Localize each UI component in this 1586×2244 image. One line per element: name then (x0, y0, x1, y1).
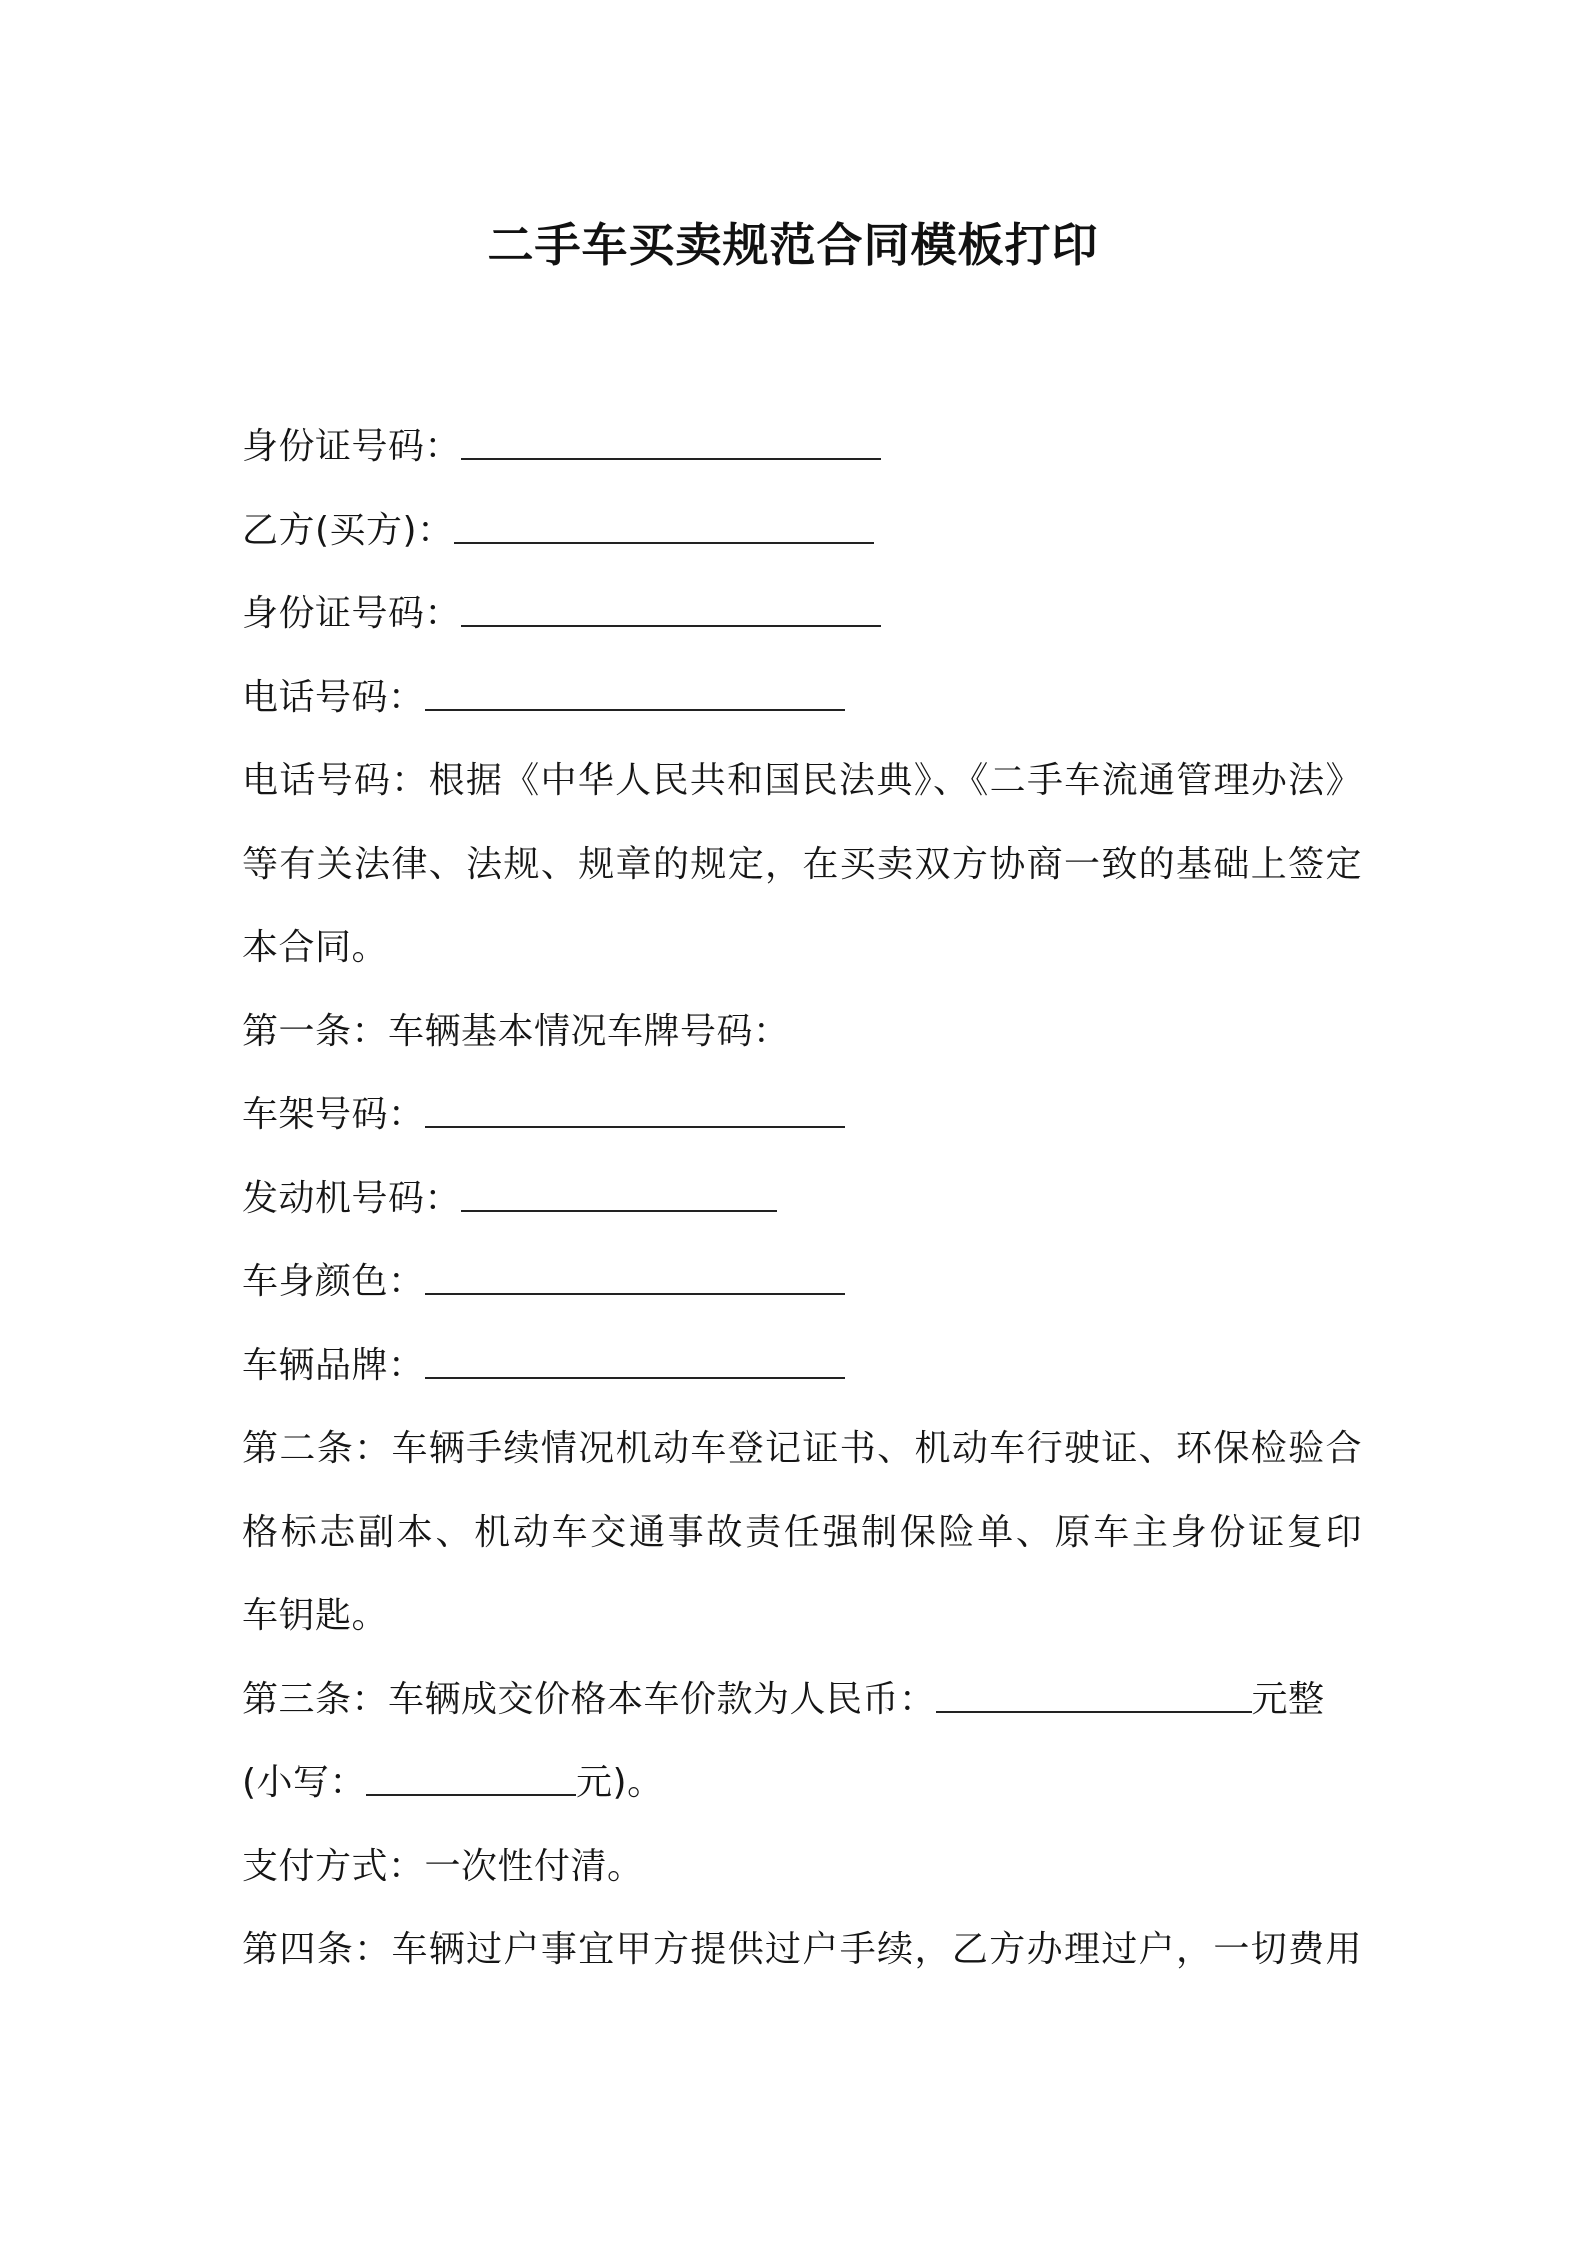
preamble-line-2: 等有关法律、法规、规章的规定，在买卖双方协商一致的基础上签定 (242, 843, 1362, 885)
vehicle-brand-field-line (242, 1324, 1362, 1408)
field-label: 车身颜色： (242, 1261, 425, 1302)
field-label: (小写： (242, 1762, 367, 1803)
fill-in-blank (425, 1255, 845, 1295)
field-label: 车辆品牌： (242, 1344, 425, 1386)
fill-in-blank (425, 1088, 845, 1128)
vin-field-line (242, 1073, 1362, 1157)
field-label: 身份证号码： (242, 593, 462, 634)
fill-in-blank (425, 1339, 845, 1379)
document-title: 二手车买卖规范合同模板打印 (487, 218, 1099, 272)
article-three-price-line (242, 1658, 1362, 1742)
fill-in-blank (461, 420, 881, 460)
field-label: 第三条：车辆成交价格本车价款为人民币： (242, 1678, 936, 1720)
article-two-line-1: 第二条：车辆手续情况机动车登记证书、机动车行驶证、环保检验合 (242, 1428, 1362, 1469)
party-b-buyer-field-line (242, 489, 1362, 573)
article-four-line-1: 第四条：车辆过户事宜甲方提供过户手续，乙方办理过户，一切费用 (242, 1929, 1362, 1970)
phone-number-field-line (242, 656, 1362, 740)
field-label: 发动机号码： (242, 1177, 462, 1219)
price-lowercase-line (242, 1741, 1362, 1825)
article-two-line-2: 格标志副本、机动车交通事故责任强制保险单、原车主身份证复印 (242, 1511, 1362, 1553)
fill-in-blank (366, 1756, 576, 1796)
article-two-line-3: 车钥匙。 (242, 1595, 389, 1636)
preamble-line-3: 本合同。 (242, 927, 389, 968)
buyer-id-number-field-line (242, 405, 1362, 489)
field-suffix: 元整 (1251, 1678, 1325, 1720)
engine-number-field-line (242, 1157, 1362, 1241)
field-label: 车架号码： (242, 1094, 425, 1135)
fill-in-blank (425, 671, 845, 711)
field-suffix: 元)。 (576, 1762, 664, 1803)
body-color-field-line (242, 1240, 1362, 1324)
fill-in-blank (936, 1673, 1252, 1713)
field-label: 乙方(买方)： (242, 509, 454, 551)
document-body (242, 405, 1362, 1992)
fill-in-blank (454, 504, 874, 544)
field-label: 电话号码： (242, 676, 425, 718)
field-label: 身份证号码： (242, 426, 462, 467)
party-b-id-number-field-line (242, 572, 1362, 656)
fill-in-blank (461, 1172, 777, 1212)
payment-method-line: 支付方式：一次性付清。 (242, 1845, 644, 1887)
article-one-heading: 第一条：车辆基本情况车牌号码： (242, 1010, 790, 1052)
preamble-line-1: 电话号码：根据《中华人民共和国民法典》、《二手车流通管理办法》 (242, 760, 1362, 801)
fill-in-blank (461, 587, 881, 627)
